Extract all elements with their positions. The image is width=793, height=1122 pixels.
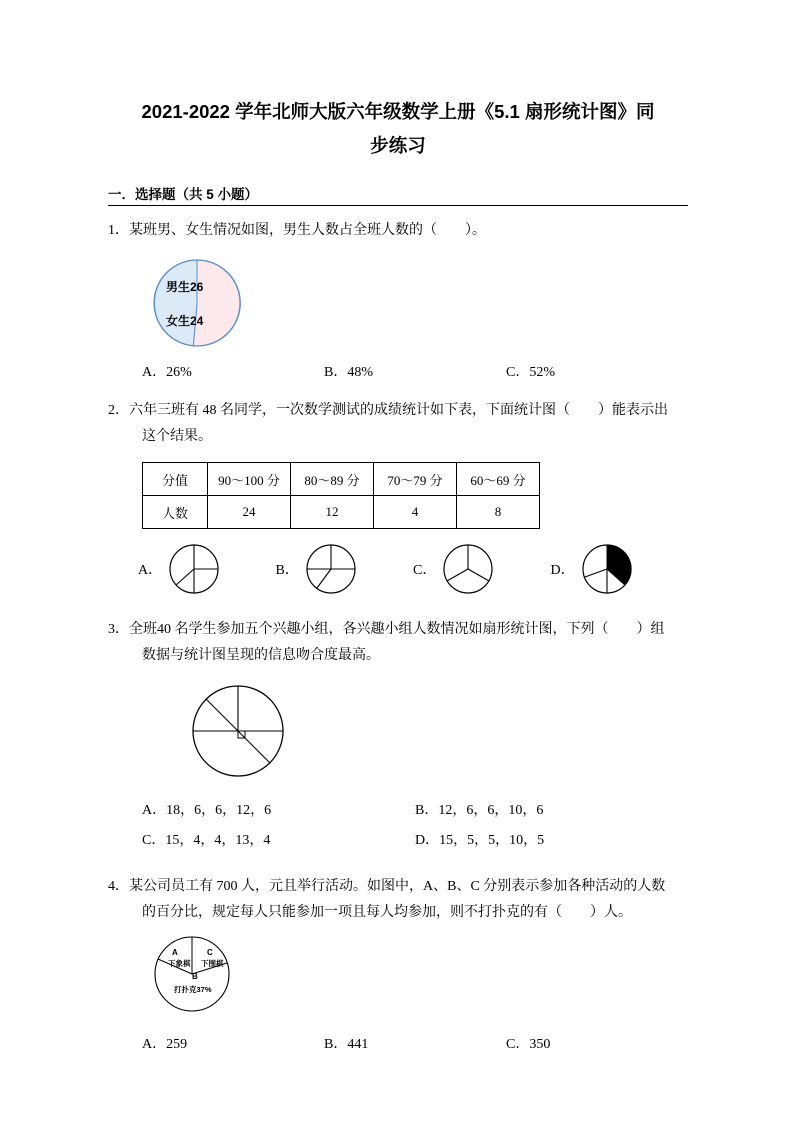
pie-icon-a xyxy=(168,543,220,595)
pie-label-c-letter: C xyxy=(207,948,213,957)
score-table xyxy=(142,462,540,529)
section-divider xyxy=(108,205,688,206)
pie-chart-gender-svg xyxy=(148,254,246,352)
table-header-1: 90～100 分 xyxy=(208,463,291,496)
section-heading: 一．选择题（共 5 小题） xyxy=(108,187,259,202)
table-header-2: 80～89 分 xyxy=(291,463,374,496)
question-3-option-b[interactable]: B．12，6，6，10，6 xyxy=(415,803,544,818)
question-4-text-line1: 某公司员工有 700 人，元且举行活动。如图中，A、B、C 分别表示参加各种活动的人数 xyxy=(129,879,666,894)
question-1-text: 某班男、女生情况如图，男生人数占全班人数的（ ）。 xyxy=(129,223,486,238)
pie-label-male: 男生26 xyxy=(166,280,204,294)
table-cell-1: 12 xyxy=(291,496,374,529)
question-1-option-b[interactable]: B．48% xyxy=(324,365,373,380)
table-cell-3: 8 xyxy=(457,496,540,529)
question-2-option-a-letter: A． xyxy=(138,563,163,578)
pie-label-female: 女生24 xyxy=(166,314,204,328)
table-row-header xyxy=(143,463,540,496)
question-1-option-a[interactable]: A．26% xyxy=(142,365,192,380)
table-cell-2: 4 xyxy=(374,496,457,529)
question-3 xyxy=(108,617,688,669)
question-2-option-b-letter: B． xyxy=(275,563,299,578)
question-3-options-row2 xyxy=(142,828,688,854)
question-1-number: 1． xyxy=(108,223,129,238)
question-3-option-d[interactable]: D．15，5，5，10，5 xyxy=(415,833,545,848)
pie-label-a-text: 下象棋 xyxy=(168,959,191,968)
question-3-figure xyxy=(188,681,688,786)
question-1-option-c[interactable]: C．52% xyxy=(506,365,555,380)
question-4-figure xyxy=(148,934,258,1014)
page-title-line2: 步练习 xyxy=(370,135,426,156)
question-2-text-line1: 六年三班有 48 名同学，一次数学测试的成绩统计如下表，下面统计图（ ）能表示出 xyxy=(129,403,668,418)
question-1-options xyxy=(142,360,688,386)
table-row-label: 人数 xyxy=(143,496,208,529)
question-2-options xyxy=(138,543,688,595)
question-3-option-a[interactable]: A．18，6，6，12，6 xyxy=(142,803,272,818)
question-3-text-line1: 全班40 名学生参加五个兴趣小组，各兴趣小组人数情况如扇形统计图，下列（ ）组 xyxy=(129,622,665,637)
document-content xyxy=(108,95,688,1058)
pie-icon-d xyxy=(581,543,633,595)
pie-label-b-text: 打扑克37% xyxy=(174,985,212,994)
pie-label-b-letter: B xyxy=(192,972,198,981)
pie-icon-b xyxy=(305,543,357,595)
pie-icon-c xyxy=(442,543,494,595)
question-4 xyxy=(108,874,688,926)
page-title xyxy=(108,95,688,163)
table-header-3: 70～79 分 xyxy=(374,463,457,496)
question-3-number: 3． xyxy=(108,622,129,637)
question-4-options xyxy=(142,1032,688,1058)
table-cell-0: 24 xyxy=(208,496,291,529)
table-row xyxy=(143,496,540,529)
pie-chart-interest-groups xyxy=(188,681,288,781)
question-4-number: 4． xyxy=(108,879,129,894)
question-1-figure xyxy=(148,254,688,352)
question-2-text-line2: 这个结果。 xyxy=(142,429,212,444)
question-1 xyxy=(108,218,688,244)
question-2 xyxy=(108,398,688,450)
question-4-option-b[interactable]: B．441 xyxy=(324,1037,369,1052)
question-2-option-d-letter: D． xyxy=(550,563,575,578)
table-header-0: 分值 xyxy=(143,463,208,496)
question-4-text-line2: 的百分比，规定每人只能参加一项且每人均参加，则不打扑克的有（ ）人。 xyxy=(142,905,632,920)
question-2-option-c-letter: C． xyxy=(413,563,437,578)
page-title-line1: 2021-2022 学年北师大版六年级数学上册《5.1 扇形统计图》同 xyxy=(141,101,655,122)
question-4-option-a[interactable]: A．259 xyxy=(142,1037,188,1052)
table-header-4: 60～69 分 xyxy=(457,463,540,496)
question-2-number: 2． xyxy=(108,403,129,418)
pie-label-a-letter: A xyxy=(172,948,178,957)
question-2-option-b[interactable] xyxy=(276,543,414,595)
pie-chart-gender xyxy=(148,254,246,352)
question-3-option-c[interactable]: C．15，4，4，13，4 xyxy=(142,833,271,848)
question-4-option-c[interactable]: C．350 xyxy=(506,1037,551,1052)
question-3-options-row1 xyxy=(142,798,688,824)
pie-label-c-text: 下围棋 xyxy=(201,959,224,968)
question-2-option-d[interactable] xyxy=(551,543,689,595)
question-2-option-a[interactable] xyxy=(138,543,276,595)
question-3-text-line2: 数据与统计图呈现的信息吻合度最高。 xyxy=(142,648,380,663)
question-2-option-c[interactable] xyxy=(413,543,551,595)
